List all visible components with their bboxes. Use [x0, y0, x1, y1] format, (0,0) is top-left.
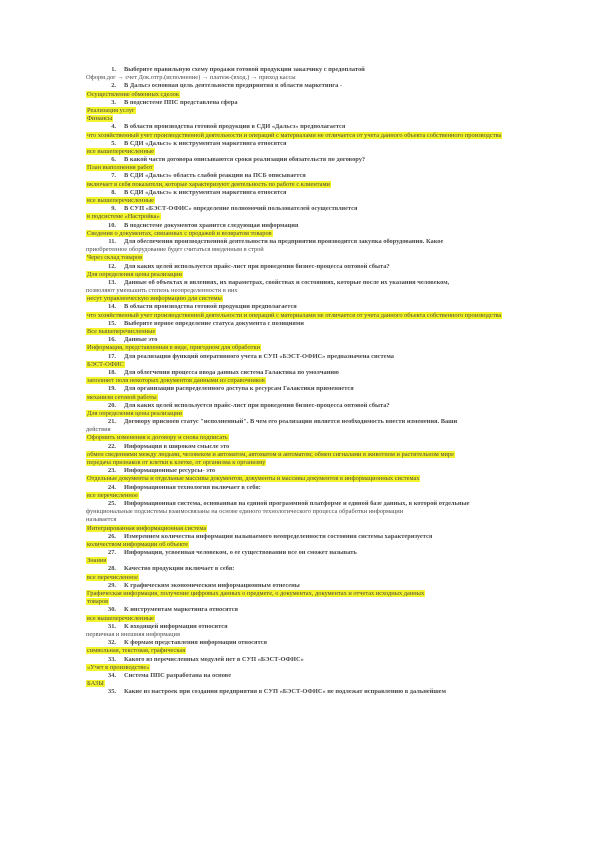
answer-text: Сведения о документах, связанных с продажей и возвратом товаров [87, 229, 272, 237]
question-number: 23. [108, 467, 116, 475]
answer-text: План выполнения работ [87, 164, 153, 172]
question-text: Какие из настроек при создании предприятия в СУП «БЭСТ-ОФИС» не подлежат исправлению в дальнейшем [124, 688, 446, 696]
question-line [86, 656, 514, 664]
question-number: 5. [111, 139, 116, 147]
answer-line [86, 647, 514, 655]
question-line [86, 336, 514, 344]
answer-line [86, 246, 514, 254]
question-line [86, 82, 514, 90]
answer-text: первичная и внешняя информация [86, 630, 180, 638]
question-number: 22. [108, 442, 116, 450]
question-number: 27. [108, 549, 116, 557]
answer-line [86, 598, 514, 606]
answer-line [86, 213, 514, 221]
answer-text: Интегрированная информационная система [87, 524, 207, 532]
answer-line [86, 394, 514, 402]
question-number: 14. [108, 303, 116, 311]
question-text: В СУП «БЭСТ-ОФИС» определение полномочий пользователей осуществляется [124, 205, 358, 213]
answer-text: «Учет в производстве» [87, 663, 150, 671]
question-text: Качество продукции включает в себя: [124, 565, 235, 573]
answer-line [86, 377, 514, 385]
answer-text: что хозяйственный учет производственной деятельности и операций с материалами не отличается от учета данного объекта собственного производства [87, 311, 502, 319]
question-text: Для каких целей используется прайс-лист при проведении бизнес-процесса оптовой сбыта? [124, 262, 390, 270]
question-text: В подсистеме ППС представлена сфера [124, 98, 238, 106]
answer-text: Через склад товаров [87, 254, 143, 262]
answer-text: все вышеперечисленные [87, 147, 154, 155]
question-line [86, 222, 514, 230]
question-line [86, 172, 514, 180]
question-text: Данные это [124, 336, 158, 344]
question-number: 31. [108, 622, 116, 630]
answer-text: приобретенное оборудование будет считаться введенным в строй [86, 246, 264, 254]
answer-line [86, 525, 514, 533]
question-line [86, 565, 514, 573]
answer-text: Для определения цены реализации [87, 409, 182, 417]
question-text: В СДИ «Дальсэ» к инструментам маркетинга относятся [124, 188, 287, 196]
answer-line [86, 344, 514, 352]
question-number: 4. [111, 123, 116, 131]
question-text: В области производства готовой продукции предполагается [124, 303, 297, 311]
question-text: Система ППС разработана на основе [124, 671, 232, 679]
question-line [86, 279, 514, 287]
answer-line [86, 508, 514, 516]
answer-line [86, 115, 514, 123]
question-line [86, 238, 514, 246]
question-text: Договору присвоен статус "исполненный". В чем его реализация является необходимость внести изменения. Ваши [124, 418, 458, 426]
question-number: 12. [108, 262, 116, 270]
answer-text: называется [86, 516, 117, 524]
answer-text: в подсистеме «Настройка» [87, 213, 160, 221]
answer-line [86, 516, 514, 524]
question-text: Для каких целей используется прайс-лист при проведении бизнес-процесса оптовой сбыта? [124, 401, 390, 409]
question-number: 7. [111, 172, 116, 180]
question-number: 8. [111, 188, 116, 196]
question-line [86, 385, 514, 393]
answer-text: все вышеперечисленные [87, 614, 154, 622]
question-text: К графическим экономическим информационным отнесены [124, 581, 300, 589]
question-number: 2. [111, 82, 116, 90]
question-line [86, 353, 514, 361]
answer-line [86, 664, 514, 672]
answer-text: что хозяйственный учет производственной деятельности и операций с материалами не отличается от учета данного объекта собственного производства [87, 131, 502, 139]
question-line [86, 606, 514, 614]
answer-line [86, 361, 514, 369]
question-line [86, 123, 514, 131]
answer-line [86, 680, 514, 688]
question-line [86, 484, 514, 492]
answer-line [86, 132, 514, 140]
answer-text: Информация, представленная в виде, пригодном для обработки [87, 344, 260, 352]
answer-line [86, 541, 514, 549]
answer-line [86, 271, 514, 279]
answer-line [86, 74, 514, 82]
answer-line [86, 287, 514, 295]
answer-text: БЭСТ-ОФИС [87, 360, 124, 368]
answer-line [86, 295, 514, 303]
question-line [86, 205, 514, 213]
answer-text: передача признаков от клетки к клетке, от организма к организму [87, 459, 266, 466]
question-number: 15. [108, 319, 116, 327]
answer-line [86, 410, 514, 418]
question-number: 25. [108, 499, 116, 507]
answer-text: Графическая информация, получение цифровых данных о предмете, о документах, документах и отчетах исходных данных [87, 590, 425, 597]
question-text: Информационная система, основанная на единой программной платформе и единой базе данных, в которой отдельные [124, 499, 470, 507]
question-number: 26. [108, 532, 116, 540]
answer-line [86, 230, 514, 238]
question-line [86, 156, 514, 164]
question-text: В подсистеме документов хранится следующая информация [124, 221, 299, 229]
answer-text: обмен сведениями между людьми, человеком и автоматом, автоматом и автоматом; обмен сигналами в животном и растительном мире [87, 450, 454, 458]
answer-text: количеством информации об объекте [87, 540, 189, 548]
question-line [86, 533, 514, 541]
question-text: Информационные ресурсы- это [124, 467, 216, 475]
question-line [86, 688, 514, 696]
question-number: 10. [108, 221, 116, 229]
question-text: В Дальсэ основная цель деятельности предприятия в области маркетинга - [124, 82, 343, 90]
question-number: 29. [108, 581, 116, 589]
question-text: Для реализации функций оперативного учета в СУП «БЭСТ-ОФИС» предназначена система [124, 352, 395, 360]
answer-line [86, 557, 514, 565]
answer-line [86, 492, 514, 500]
question-line [86, 320, 514, 328]
question-text: Какого из перечисленных модулей нет в СУП «БЭСТ-ОФИС» [124, 655, 304, 663]
answer-text: позволяют уменьшить степень неопределенности в них [86, 287, 238, 295]
question-text: Измерением количества информации называемого неопределенности состояния системы характеризуется [124, 532, 433, 540]
question-number: 13. [108, 278, 116, 286]
answer-line [86, 328, 514, 336]
question-number: 24. [108, 483, 116, 491]
answer-line [86, 459, 514, 467]
answer-line [86, 312, 514, 320]
question-text: К инструментам маркетинга относятся [124, 606, 239, 614]
question-text: К формам представления информации относятся [124, 639, 267, 647]
answer-text: Осуществление обменных сделок [87, 90, 179, 98]
answer-text: Финансы [87, 115, 113, 123]
answer-line [86, 631, 514, 639]
question-text: Информация, усвоенная человеком, о ее существовании все он сможет называть [124, 549, 357, 557]
question-line [86, 66, 514, 74]
answer-line [86, 574, 514, 582]
answer-line [86, 91, 514, 99]
question-number: 28. [108, 565, 116, 573]
answer-line [86, 181, 514, 189]
question-line [86, 263, 514, 271]
question-number: 18. [108, 368, 116, 376]
question-line [86, 369, 514, 377]
question-number: 30. [108, 606, 116, 614]
question-text: К входящей информации относится [124, 622, 228, 630]
answer-text: все вышеперечисленные [87, 197, 154, 204]
answer-text: товаров [87, 598, 109, 606]
question-line [86, 500, 514, 508]
question-number: 20. [108, 401, 116, 409]
answer-text: БАЗЫ [87, 680, 104, 688]
question-line [86, 99, 514, 107]
question-text: В какой части договора описываются сроки реализации обязательств по договору? [124, 156, 366, 164]
answer-text: Отдельные документы и отдельные массивы документов, документы и массивы документов в информационных системах [87, 475, 420, 483]
answer-text: включает в себя показатели, которые характеризуют деятельность по работе с клиентами [87, 180, 330, 188]
answer-text: Реализация услуг [87, 106, 135, 114]
question-text: В СДИ «Дальсэ» область слабой реакции на ПСБ описывается [124, 172, 306, 180]
question-number: 34. [108, 671, 116, 679]
answer-text: функциональные подсистемы взаимосвязаны на основе единого технологического процесса обработки информации [86, 508, 404, 516]
question-number: 21. [108, 418, 116, 426]
question-number: 11. [108, 237, 116, 245]
question-text: Выберите правильную схему продажи готовой продукции заказчику с предоплатой [124, 66, 365, 73]
question-line [86, 443, 514, 451]
answer-text: заполняет поля некоторых документов данными из справочников [87, 377, 265, 385]
question-line [86, 582, 514, 590]
answer-text: все перечисленное [87, 491, 138, 499]
question-text: Информация в широком смысле это [124, 442, 230, 450]
question-number: 19. [108, 385, 116, 393]
question-line [86, 639, 514, 647]
answer-text: механизм сетевой работы [87, 393, 157, 401]
answer-text: Знания [87, 557, 107, 565]
question-number: 32. [108, 639, 116, 647]
answer-text: все перечисленное [87, 573, 138, 581]
answer-line [86, 434, 514, 442]
answer-line [86, 148, 514, 156]
question-number: 35. [108, 688, 116, 696]
question-text: Для облегчения процесса ввода данных система Галактика по умолчанию [124, 368, 339, 376]
question-line [86, 672, 514, 680]
question-line [86, 189, 514, 197]
answer-text: Все вышеперечисленные [87, 328, 156, 335]
question-number: 6. [111, 156, 116, 164]
answer-line [86, 475, 514, 483]
question-number: 16. [108, 336, 116, 344]
question-text: Для обеспечения производственной деятельности на предприятии производится закупка оборудования. Какое [124, 237, 444, 245]
answer-text: Оформить изменения к договору и снова подписать [87, 434, 228, 442]
question-text: Данные об объектах и явлениях, их параметрах, свойствах и состояниях, которые после их указания человеком, [124, 278, 450, 286]
answer-line [86, 107, 514, 115]
answer-line [86, 197, 514, 205]
question-line [86, 303, 514, 311]
question-line [86, 140, 514, 148]
answer-text: Для определения цены реализации [87, 270, 182, 278]
answer-text: символьная, текстовая, графическая [87, 647, 186, 655]
answer-line [86, 164, 514, 172]
question-line [86, 418, 514, 426]
question-number: 1. [111, 66, 116, 73]
question-text: Выберите верное определение статуса документа с позициями [124, 319, 304, 327]
question-text: В области производства готовой продукции в СДИ «Дальсэ» предполагается [124, 123, 346, 131]
question-number: 17. [108, 352, 116, 360]
answer-text: несут управленческую информацию для системы [87, 295, 222, 303]
answer-text: действия [86, 426, 111, 434]
question-number: 3. [111, 98, 116, 106]
question-line [86, 467, 514, 475]
answer-line [86, 426, 514, 434]
question-text: Для организации распределенного доступа к ресурсам Галактики применяется [124, 385, 354, 393]
answer-line [86, 615, 514, 623]
answer-line [86, 451, 514, 459]
answer-line [86, 254, 514, 262]
question-text: В СДИ «Дальсэ» к инструментам маркетинга относятся [124, 139, 287, 147]
answer-line [86, 590, 514, 598]
question-number: 33. [108, 655, 116, 663]
question-text: Информационная технология включает в себя: [124, 483, 261, 491]
answer-text: Оформ.дог → счет Док.отгр.(исполнение) → платеж-(вход.) → приход кассы [86, 74, 296, 82]
question-line [86, 402, 514, 410]
question-number: 9. [111, 205, 116, 213]
question-line [86, 549, 514, 557]
question-line [86, 623, 514, 631]
